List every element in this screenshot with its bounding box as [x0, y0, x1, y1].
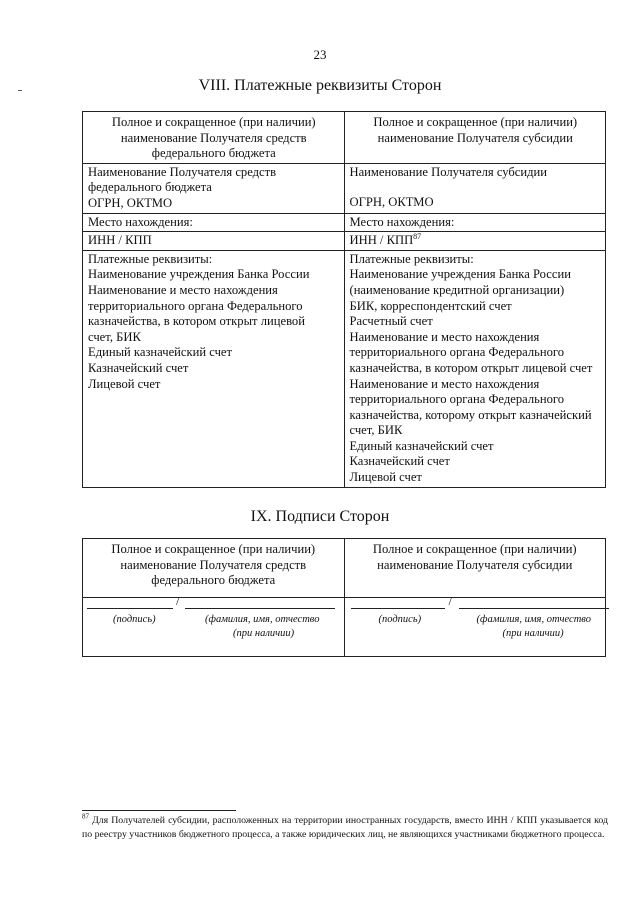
scan-mark: [18, 90, 22, 91]
cell-line: казначейства, которому открыт казначейский: [349, 407, 592, 422]
cell-line: Наименование и место нахождения: [88, 282, 278, 297]
cell-line: Платежные реквизиты:: [88, 251, 213, 266]
header-right-line: Полное и сокращенное (при наличии): [373, 115, 578, 129]
footnote-text: Для Получателей субсидии, расположенных на территории иностранных государств, вместо ИНН / КПП указывается код по реестру участников бюджетного процесса, а также юридических лиц, не являющихся участниками бюджетного процесса.: [82, 815, 608, 840]
cell-line: Наименование и место нахождения: [349, 329, 540, 344]
footnote-ref: 87: [413, 231, 422, 241]
name-line: [459, 608, 609, 609]
header-left-line: федерального бюджета: [151, 573, 276, 588]
cell-line: Наименование и место нахождения: [349, 376, 540, 391]
slash: /: [448, 594, 452, 608]
header-left-line: наименование Получателя средств: [120, 130, 307, 145]
cell-line: Единый казначейский счет: [88, 345, 233, 360]
cell-line: БИК, корреспондентский счет: [349, 298, 512, 313]
subsidy-recipient-name-cell: [344, 163, 606, 213]
payment-details-right: [344, 250, 606, 487]
signature-line: [351, 608, 445, 609]
page-number: 23: [313, 47, 327, 62]
cell-line: счет, БИК: [349, 423, 403, 438]
cell-line: казначейства, в котором открыт лицевой: [88, 314, 305, 329]
location-left: Место нахождения:: [83, 213, 345, 232]
section-8-title: VIII. Платежные реквизиты Сторон: [198, 77, 442, 94]
inn-kpp-right: [344, 232, 606, 251]
location-right: Место нахождения:: [344, 213, 606, 232]
recipient-name-cell: [83, 163, 345, 213]
cell-line: Единый казначейский счет: [349, 438, 494, 453]
cell-line: ОГРН, ОКТМО: [88, 195, 173, 210]
header-right-line: наименование Получателя субсидии: [377, 130, 573, 145]
cell-line: Платежные реквизиты:: [349, 251, 474, 266]
inn-kpp-right-text: ИНН / КПП: [349, 233, 414, 248]
cell-line: (наименование кредитной организации): [349, 282, 565, 297]
footnote-rule: [82, 810, 236, 811]
footnote: [82, 814, 608, 841]
cell-line: территориального органа Федерального: [349, 345, 565, 360]
name-caption: (фамилия, имя, отчество: [205, 614, 320, 625]
header-left: [83, 112, 345, 164]
header-right: [344, 112, 606, 164]
footnote-mark: 87: [82, 812, 89, 821]
signature-header-right: [344, 539, 606, 598]
name-caption-2: (при наличии): [233, 628, 295, 639]
cell-line: Наименование Получателя субсидии: [349, 164, 548, 179]
name-caption-2: (при наличии): [502, 628, 564, 639]
header-right-line: Полное и сокращенное (при наличии): [372, 542, 577, 556]
header-left-line: федерального бюджета: [151, 146, 276, 161]
signature-block-right: [344, 594, 606, 657]
signature-block-left: [83, 594, 345, 657]
signature-header-left: [83, 539, 345, 598]
payment-details-left: [83, 250, 345, 487]
header-left-line: Полное и сокращенное (при наличии): [111, 542, 316, 556]
inn-kpp-left: ИНН / КПП: [83, 232, 345, 251]
cell-line: ОГРН, ОКТМО: [349, 195, 434, 210]
payment-details-table: [82, 111, 606, 488]
cell-line: Наименование учреждения Банка России: [349, 267, 571, 282]
signature-caption: (подпись): [113, 614, 156, 625]
signature-line: [87, 608, 173, 609]
slash: /: [176, 594, 180, 608]
cell-line: федерального бюджета: [88, 180, 212, 195]
cell-line: Казначейский счет: [349, 454, 450, 469]
cell-line: казначейства, в котором открыт лицевой счет: [349, 360, 593, 375]
name-caption: (фамилия, имя, отчество: [476, 614, 591, 625]
section-9-title: IX. Подписи Сторон: [250, 508, 390, 525]
signatures-table: [82, 538, 606, 657]
cell-line: территориального органа Федерального: [349, 392, 565, 407]
name-line: [185, 608, 335, 609]
cell-line: Лицевой счет: [88, 376, 161, 391]
cell-line: счет, БИК: [88, 329, 141, 344]
header-left-line: наименование Получателя средств: [120, 557, 307, 572]
cell-line: Лицевой счет: [349, 470, 422, 485]
signature-caption: (подпись): [378, 614, 422, 625]
cell-gap: [350, 180, 602, 195]
cell-line: Наименование учреждения Банка России: [88, 267, 310, 282]
cell-line: Расчетный счет: [349, 314, 433, 329]
cell-line: Казначейский счет: [88, 360, 189, 375]
cell-line: Наименование Получателя средств: [88, 164, 277, 179]
cell-line: территориального органа Федерального: [88, 298, 303, 313]
header-right-line: наименование Получателя субсидии: [377, 557, 573, 572]
header-left-line: Полное и сокращенное (при наличии): [111, 115, 316, 129]
